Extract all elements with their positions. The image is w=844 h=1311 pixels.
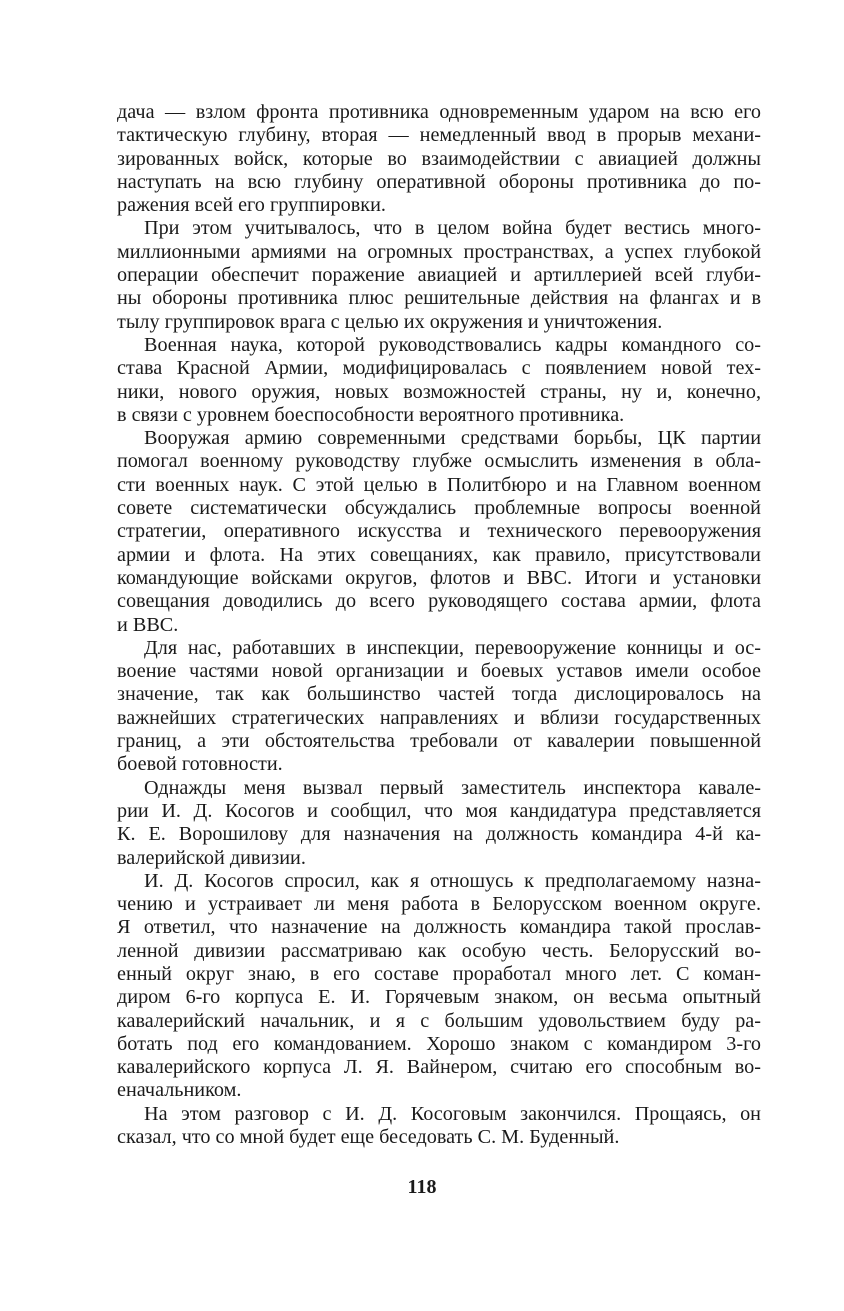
- text-line: боевой готовности.: [117, 753, 283, 776]
- text-line: совещания доводились до всего руководящего состава армии, флота: [117, 590, 761, 613]
- text-line: операции обеспечит поражение авиацией и артиллерией всей глуби-: [117, 264, 761, 287]
- page-number: 118: [407, 1176, 437, 1198]
- text-line: става Красной Армии, модифицировалась с появлением новой тех-: [117, 357, 761, 380]
- text-line: ны обороны противника плюс решительные действия на флангах и в: [117, 287, 761, 310]
- text-line: Однажды меня вызвал первый заместитель инспектора кавале-: [144, 776, 761, 799]
- text-line: кавалерийского корпуса Л. Я. Вайнером, считаю его способным во-: [117, 1056, 761, 1079]
- text-line: помогал военному руководству глубже осмыслить изменения в обла-: [117, 450, 761, 473]
- text-line: тактическую глубину, вторая — немедленный ввод в прорыв механи-: [117, 124, 761, 147]
- text-line: командующие войсками округов, флотов и ВВС. Итоги и установки: [117, 566, 761, 589]
- paragraph: [117, 1103, 761, 1150]
- paragraph: [117, 777, 761, 870]
- text-line: Я ответил, что назначение на должность командира такой прослав-: [117, 916, 761, 939]
- text-line: чению и устраивает ли меня работа в Белорусском военном округе.: [117, 893, 761, 916]
- text-line: диром 6-го корпуса Е. И. Горячевым знаком, он весьма опытный: [117, 986, 761, 1009]
- text-line: границ, а эти обстоятельства требовали от кавалерии повышенной: [117, 730, 761, 753]
- paragraph: [117, 334, 761, 427]
- text-line: ботать под его командованием. Хорошо знаком с командиром 3-го: [117, 1032, 761, 1055]
- text-line: важнейших стратегических направлениях и вблизи государственных: [117, 706, 761, 729]
- text-line: наступать на всю глубину оперативной обороны противника до по-: [117, 170, 761, 193]
- text-line: ники, нового оружия, новых возможностей страны, ну и, конечно,: [117, 380, 761, 403]
- text-line: стратегии, оперативного искусства и технического перевооружения: [117, 520, 761, 543]
- text-line: валерийской дивизии.: [117, 846, 306, 869]
- text-line: Военная наука, которой руководствовались кадры командного со-: [144, 333, 761, 356]
- text-line: значение, так как большинство частей тогда дислоцировалось на: [117, 683, 761, 706]
- text-line: в связи с уровнем боеспособности вероятного противника.: [117, 403, 625, 426]
- text-line: армии и флота. На этих совещаниях, как правило, присутствовали: [117, 543, 761, 566]
- paragraph: [117, 427, 761, 637]
- text-line: К. Е. Ворошилову для назначения на должность командира 4-й ка-: [117, 823, 761, 846]
- text-line: совете систематически обсуждались проблемные вопросы военной: [117, 497, 761, 520]
- paragraph: [117, 870, 761, 1103]
- text-line: кавалерийский начальник, и я с большим удовольствием буду ра-: [117, 1009, 761, 1032]
- text-line: ленной дивизии рассматриваю как особую честь. Белорусский во-: [117, 939, 761, 962]
- text-line: Для нас, работавших в инспекции, перевооружение конницы и ос-: [144, 636, 761, 659]
- text-line: еначальником.: [117, 1079, 242, 1102]
- text-line: ражения всей его группировки.: [117, 194, 386, 217]
- text-line: На этом разговор с И. Д. Косоговым закончился. Прощаясь, он: [144, 1102, 761, 1125]
- text-line: дача — взлом фронта противника одновременным ударом на всю его: [117, 101, 761, 123]
- text-line: При этом учитывалось, что в целом война будет вестись много-: [144, 217, 761, 240]
- text-line: воение частями новой организации и боевых уставов имели особое: [117, 660, 761, 683]
- text-line: и ВВС.: [117, 613, 179, 636]
- text-line: зированных войск, которые во взаимодействии с авиацией должны: [117, 147, 761, 170]
- text-line: Вооружая армию современными средствами борьбы, ЦК партии: [144, 427, 761, 450]
- text-line: сти военных наук. С этой целью в Политбюро и на Главном военном: [117, 473, 761, 496]
- text-line: сказал, что со мной будет еще беседовать С. М. Буденный.: [117, 1126, 620, 1149]
- text-line: миллионными армиями на огромных пространствах, а успех глубокой: [117, 240, 761, 263]
- text-line: И. Д. Косогов спросил, как я отношусь к предполагаемому назна-: [144, 869, 761, 892]
- paragraph: [117, 101, 761, 217]
- text-line: рии И. Д. Косогов и сообщил, что моя кандидатура представляется: [117, 799, 761, 822]
- paragraph: [117, 217, 761, 333]
- text-line: енный округ знаю, в его составе проработал много лет. С коман-: [117, 962, 761, 985]
- paragraph: [117, 637, 761, 777]
- text-line: тылу группировок врага с целью их окружения и уничтожения.: [117, 310, 663, 333]
- body-text: [117, 101, 761, 1149]
